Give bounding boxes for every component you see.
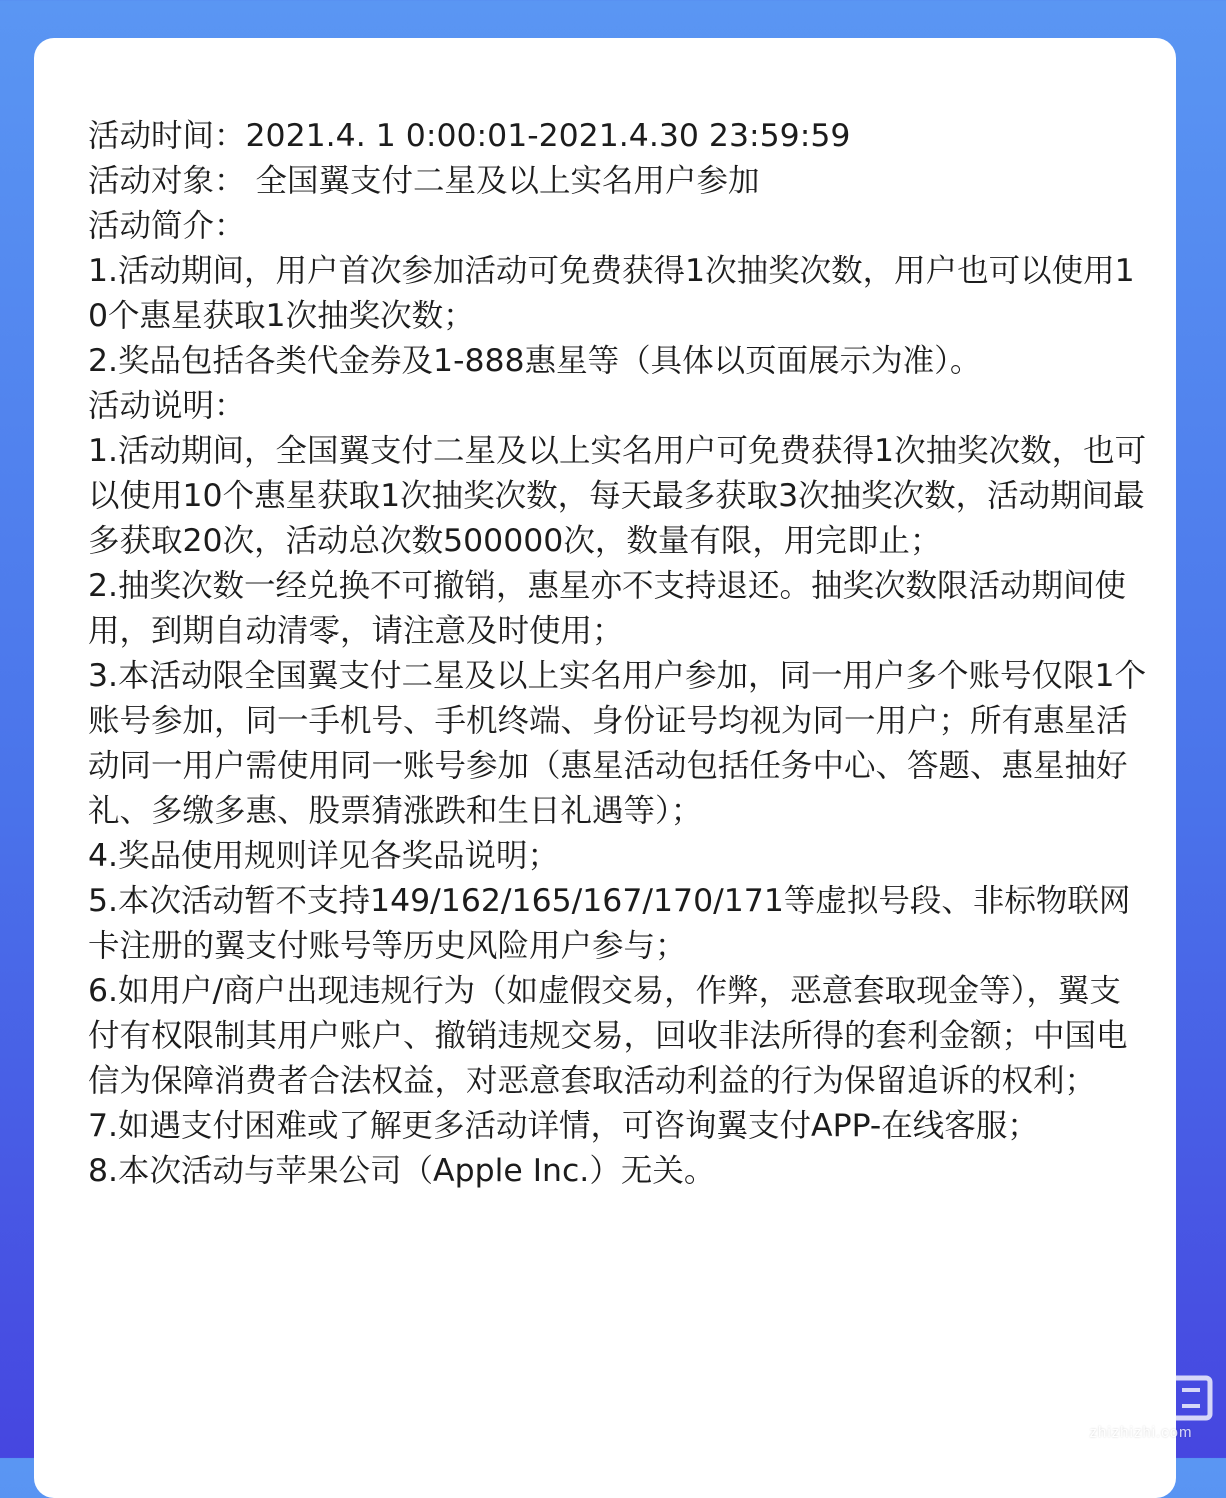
watermark-site: zhizhizhi.com [1089, 1424, 1193, 1441]
watermark-logo-icon [1066, 1372, 1216, 1424]
notice-content [88, 114, 1148, 1194]
activity-time: 活动时间：2021.4. 1 0:00:01-2021.4.30 23:59:59 [88, 118, 851, 154]
activity-target: 活动对象： 全国翼支付二星及以上实名用户参加 [88, 163, 760, 199]
rule-item: 5.本次活动暂不支持149/162/165/167/170/171等虚拟号段、非标物联网卡注册的翼支付账号等历史风险用户参与； [88, 883, 1131, 964]
notice-card [34, 38, 1176, 1498]
intro-item: 1.活动期间，用户首次参加活动可免费获得1次抽奖次数，用户也可以使用10个惠星获取1次抽奖次数； [88, 253, 1135, 334]
rule-item: 4.奖品使用规则详见各奖品说明； [88, 838, 560, 874]
rules-title: 活动说明： [88, 388, 246, 424]
rule-item: 3.本活动限全国翼支付二星及以上实名用户参加，同一用户多个账号仅限1个账号参加，同一手机号、手机终端、身份证号均视为同一用户；所有惠星活动同一用户需使用同一账号参加（惠星活动包括任务中心、答题、惠星抽好礼、多缴多惠、股票猜涨跌和生日礼遇等）； [88, 658, 1147, 829]
rule-item: 1.活动期间，全国翼支付二星及以上实名用户可免费获得1次抽奖次数，也可以使用10个惠星获取1次抽奖次数，每天最多获取3次抽奖次数，活动期间最多获取20次，活动总次数500000次，数量有限，用完即止； [88, 433, 1147, 559]
site-watermark [1066, 1372, 1216, 1450]
rule-item: 6.如用户/商户出现违规行为（如虚假交易，作弊，恶意套取现金等），翼支付有权限制其用户账户、撤销违规交易，回收非法所得的套利金额；中国电信为保障消费者合法权益，对恶意套取活动利益的行为保留追诉的权利； [88, 973, 1128, 1099]
rule-item: 7.如遇支付困难或了解更多活动详情，可咨询翼支付APP-在线客服； [88, 1108, 1039, 1144]
intro-title: 活动简介： [88, 208, 246, 244]
intro-item: 2.奖品包括各类代金券及1-888惠星等（具体以页面展示为准）。 [88, 343, 982, 379]
rule-item: 2.抽奖次数一经兑换不可撤销，惠星亦不支持退还。抽奖次数限活动期间使用，到期自动清零，请注意及时使用； [88, 568, 1127, 649]
rule-item: 8.本次活动与苹果公司（Apple Inc.）无关。 [88, 1153, 716, 1189]
